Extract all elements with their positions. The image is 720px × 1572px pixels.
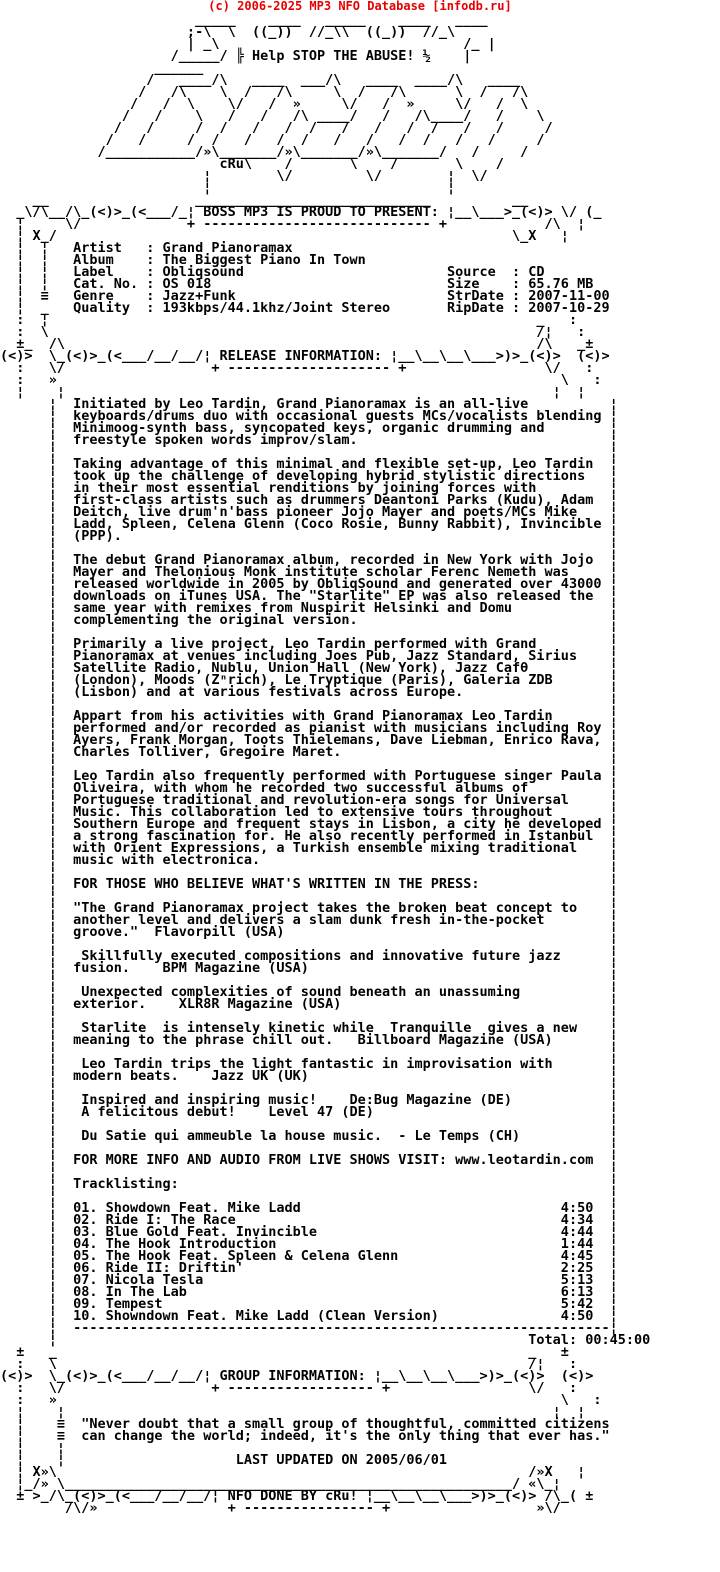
nfo-text-document: _____ ____ _____ ____ ____ ;-\ \ ((_)) //_\\ ((_)) //_\ | _\ /_ | /_____/ ╠ Help STOP THE ABUSE! ½ | ______ / ____/\ ____ ___/\ ____ ____/\ ____ / /\ \ / /\ \ / /\ \ / /\ / / \ \/ / » \/ / » \/ / \ / / \ / / /\ ____/ / /\____/ / \ / / / / / / / / / / / / / / / / / / / / / / / / / / / / /___________/»\_______/»\_______/»\_______/ / / cRu\ / \ / \ / ¦ \/ \/ ¦ \/ ¦ ¦ __ _____________________________ __ _\/\__/\_(<)>_(<___/_¦ BOSS MP3 IS PROUD TO PRESENT: ¦__\___>_(<)> \/ (_ ¦ \/ + ---------------------------- + /\ ¦ ¦ X_/ \_X ¦ ¦ ¦ Artist : Grand Pianoramax ¦ ¦ Album : The Biggest Piano In Town ¦ ¦ Label : Obliqsound Source : CD ¦ ¦ Cat. No. : OS 018 Size : 65.76 MB ¦ ≡ Genre : Jazz+Funk StrDate : 2007-11-00 ¦ _ Quality : 193kbps/44.1khz/Joint Stereo RipDate : 2007-10-29 : ¦ _ : : \ /¦ : ±_ /\ /\ _± (<)> \_(<)>_(<___/__/__/¦ RELEASE INFORMATION: ¦__\__\__\___>)>_(<)> (<)> : \/ + -------------------- + \/ : : » \ : ¦ ¦ ¦ ¦ ¦ Initiated by Leo Tardin, Grand Pianoramax is an all-live ¦ ¦ keyboards/drums duo with occasional guests MCs/vocalists blending ¦ ¦ Minimoog-synth bass, syncopated keys, organic drumming and ¦ ¦ freestyle spoken words improv/slam. ¦ ¦ ¦ ¦ Taking advantage of this minimal and flexible set-up, Leo Tardin ¦ ¦ took up the challenge of developing hybrid stylistic directions ¦ ¦ in their most essential renditions by joining forces with ¦ ¦ first-class artists such as drummers Deantoni Parks (Kudu), Adam ¦ ¦ Deitch, live drum'n'bass pioneer Jojo Mayer and poets/MCs Mike ¦ ¦ Ladd, Spleen, Celena Glenn (Coco Rosie, Bunny Rabbit), Invincible ¦ ¦ (PPP). ¦ ¦ ¦ ¦ The debut Grand Pianoramax album, recorded in New York with Jojo ¦ ¦ Mayer and Thelonious Monk institute scholar Ferenc Nemeth was ¦ ¦ released worldwide in 2005 by ObliqSound and generated over 43000 ¦ ¦ downloads on iTunes USA. The "Starlite" EP was also released the ¦ ¦ same year with remixes from Nuspirit Helsinki and Domu ¦ ¦ complementing the original version. ¦ ¦ ¦ ¦ Primarily a live project, Leo Tardin performed with Grand ¦ ¦ Pianoramax at venues including Joes Pub, Jazz Standard, Sirius ¦ ¦ Satellite Radio, Nublu, Union Hall (New York), Jazz Cafθ ¦ ¦ (London), Moods (Zⁿrich), Le Tryptique (Paris), Galeria ZDB ¦ ¦ (Lisbon) and at various festivals across Europe. ¦ ¦ ¦ ¦ Appart from his activities with Grand Pianoramax Leo Tardin ¦ ¦ performed and/or recorded as pianist with musicians including Roy ¦ ¦ Ayers, Frank Morgan, Toots Thielemans, Dave Liebman, Enrico Rava, ¦ ¦ Charles Tolliver, Gregoire Maret. ¦ ¦ ¦ ¦ Leo Tardin also frequently performed with Portuguese singer Paula ¦ ¦ Oliveira, with whom he recorded two successful albums of ¦ ¦ Portuguese traditional and revolution-era songs for Universal ¦ ¦ Music. This collaboration led to extensive tours throughout ¦ ¦ Southern Europe and frequent stays in Lisbon, a city he developed ¦ ¦ a strong fascination for. He also recently performed in Istanbul ¦ ¦ with Orient Expressions, a Turkish ensemble mixing traditional ¦ ¦ music with electronica. ¦ ¦ ¦ ¦ FOR THOSE WHO BELIEVE WHAT'S WRITTEN IN THE PRESS: ¦ ¦ ¦ ¦ "The Grand Pianoramax project takes the broken beat concept to ¦ ¦ another level and delivers a slam dunk fresh in-the-pocket ¦ ¦ groove." Flavorpill (USA) ¦ ¦ ¦ ¦ Skillfully executed compositions and innovative future jazz ¦ ¦ fusion. BPM Magazine (USA) ¦ ¦ ¦ ¦ Unexpected complexities of sound beneath an unassuming ¦ ¦ exterior. XLR8R Magazine (USA) ¦ ¦ ¦ ¦ Starlite is intensely kinetic while Tranquille gives a new ¦ ¦ meaning to the phrase chill out. Billboard Magazine (USA) ¦ ¦ ¦ ¦ Leo Tardin trips the light fantastic in improvisation with ¦ ¦ modern beats. Jazz UK (UK) ¦ ¦ ¦ ¦ Inspired and inspiring music! De:Bug Magazine (DE) ¦ ¦ A felicitous debut! Level 47 (DE) ¦ ¦ ¦ ¦ Du Satie qui ammeuble la house music. - Le Temps (CH) ¦ ¦ ¦ ¦ FOR MORE INFO AND AUDIO FROM LIVE SHOWS VISIT: www.leotardin.com ¦ ¦ ¦ ¦ Tracklisting: ¦ ¦ ¦ ¦ 01. Showdown Feat. Mike Ladd 4:50 ¦ ¦ 02. Ride I: The Race 4:34 ¦ ¦ 03. Blue Gold Feat. Invincible 4:44 ¦ ¦ 04. The Hook Introduction 1:44 ¦ ¦ 05. The Hook Feat. Spleen & Celena Glenn 4:45 ¦ ¦ 06. Ride II: Driftin' 2:25 ¦ ¦ 07. Nicola Tesla 5:13 ¦ ¦ 08. In The Lab 6:13 ¦ ¦ 09. Tempest 5:42 ¦ ¦ 10. Showndown Feat. Mike Ladd (Clean Version) 4:50 ¦ ¦ ------------------------------------------------------------------¦ ¦ Total: 00:45:00 ± _ _ ± : \ /¦ : (<)> \_(<)>_(<___/__/__/¦ GROUP INFORMATION: ¦__\__\__\___>)>_(<)> (<)> : \/ + ------------------ + \/ : : » \ : ¦ ¦ ¦ ¦ ¦ ≡ "Never doubt that a small group of thoughtful, committed citizens ¦ ≡ can change the world; indeed, it's the only thing that ever has." ¦ ¦ ¦ ¦ LAST UPDATED ON 2005/06/01 ¦ X»\ /»X ¦ ¦_/» \_______________________________________________________/ «\_¦ ± >_/\_(<)>_(<___/__/__/¦ NFO DONE BY cRu! ¦__\__\__\___>)>_(<)> /\_( ± /\/» + ---------------- + »\/	[0, 12, 651, 1516]
site-copyright-header: (c) 2006-2025 MP3 NFO Database [infodb.ru]	[208, 0, 512, 13]
